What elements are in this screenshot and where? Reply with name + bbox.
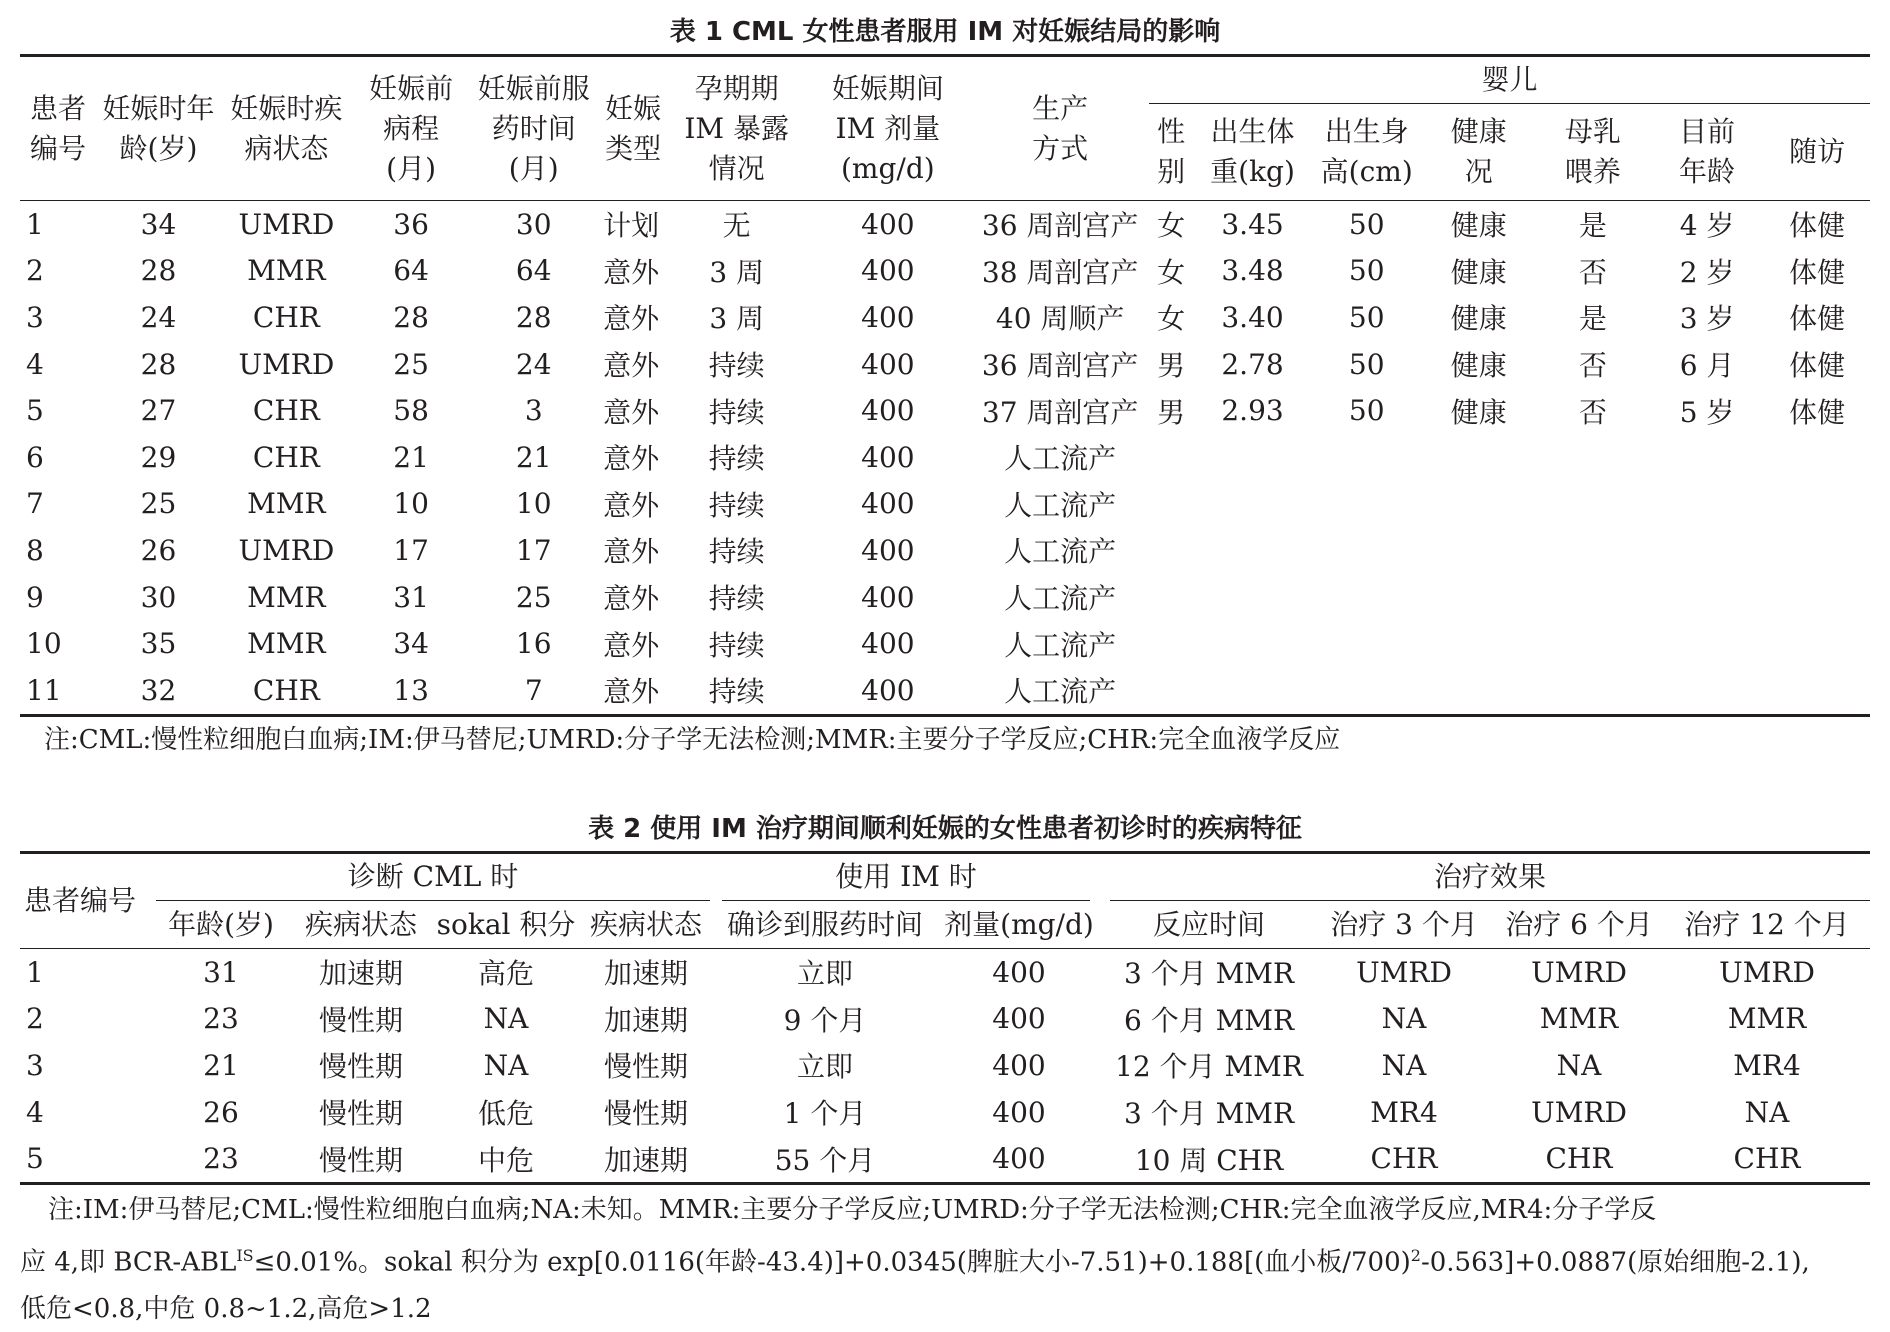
table-cell: 5 <box>26 394 44 428</box>
table-cell: MMR <box>1539 1002 1619 1036</box>
table-2-note-line-2: 应 4,即 BCR-$ABL^{IS}\le 0.01\%$。sokal 积分为 exp[0.0116(年龄-43.4)]+0.0345(脾脏大小-7.51)+0.188[(血小板/700)$^2$-0.563]+0.0887(原始细胞-2.1), <box>20 1245 1810 1278</box>
table-cell: CHR <box>1733 1142 1801 1176</box>
table-cell: 立即 <box>796 1050 853 1084</box>
t2-header-age: 年龄(岁) <box>168 907 274 941</box>
table-cell: MMR <box>247 487 326 521</box>
table-cell: 意外 <box>603 675 660 709</box>
table-row <box>20 574 1870 621</box>
table-cell: 26 <box>203 1095 239 1129</box>
header-exposure: 孕期期 IM 暴露情况 <box>669 56 804 201</box>
t2-header-dose: 剂量(mg/d) <box>944 907 1094 941</box>
table-cell: 人工流产 <box>1004 628 1117 662</box>
table-cell: 4 岁 <box>1679 209 1735 243</box>
table-cell: 400 <box>992 1002 1046 1036</box>
table-cell <box>1650 667 1764 715</box>
table-cell: 21 <box>393 440 429 474</box>
header-health: 健康况 <box>1450 115 1507 188</box>
table-cell: 男 <box>1157 395 1186 429</box>
table-cell <box>1650 574 1764 621</box>
table-cell: 27 <box>140 394 177 428</box>
table-row <box>20 620 1870 667</box>
table-cell: 2 岁 <box>1679 255 1735 289</box>
table-cell: 加速期 <box>603 957 688 991</box>
table-row <box>20 434 1870 481</box>
table-cell: 持续 <box>708 395 765 429</box>
table-cell: 体健 <box>1789 395 1846 429</box>
table-cell: 10 <box>515 487 552 521</box>
table-cell: 36 周剖宫产 <box>981 209 1139 243</box>
table-cell: UMRD <box>238 207 335 241</box>
table-cell: 人工流产 <box>1004 442 1117 476</box>
table-cell: 400 <box>992 1142 1046 1176</box>
t2-header-status-2: 疾病状态 <box>589 907 702 941</box>
table-cell: 持续 <box>708 349 765 383</box>
t2-header-time-to-drug: 确诊到服药时间 <box>726 907 923 941</box>
table-cell: 26 <box>140 533 177 567</box>
table-cell: 10 <box>26 627 62 661</box>
table-1-block <box>20 10 1870 762</box>
table-cell: 持续 <box>708 535 765 569</box>
table-cell: CHR <box>1545 1142 1613 1176</box>
table-cell: 1 <box>26 207 44 241</box>
table-cell: 否 <box>1578 255 1607 289</box>
table-cell <box>1149 574 1193 621</box>
table-cell: 30 <box>140 580 177 614</box>
header-delivery: 生产方式 <box>971 56 1149 201</box>
table-cell: 9 个月 <box>783 1003 867 1037</box>
table-cell: 12 个月 MMR <box>1115 1050 1303 1084</box>
table-cell: 女 <box>1157 255 1186 289</box>
table-cell <box>1312 527 1422 574</box>
table-cell: 慢性期 <box>318 1097 403 1131</box>
t2-header-effect: 治疗效果 <box>1104 853 1870 902</box>
table-2-note-line-3: 低危<0.8,中危 0.8~1.2,高危>1.2 <box>20 1293 432 1324</box>
t2-header-response-time: 反应时间 <box>1153 907 1266 941</box>
table-cell: 400 <box>861 347 915 381</box>
table-cell: 64 <box>515 254 552 288</box>
table-cell: 2.78 <box>1221 347 1284 381</box>
table-cell: 加速期 <box>318 957 403 991</box>
table-cell: 意外 <box>603 395 660 429</box>
table-cell: 28 <box>515 300 552 334</box>
table-cell: 3 个月 MMR <box>1123 1097 1295 1131</box>
table-cell <box>1193 574 1311 621</box>
table-cell: 21 <box>203 1048 239 1082</box>
t2-header-patient-id: 患者编号 <box>20 853 156 949</box>
table-cell <box>1764 667 1870 715</box>
header-breastfeed: 母乳喂养 <box>1564 115 1621 188</box>
table-cell: 31 <box>393 580 429 614</box>
table-row <box>20 1135 1870 1183</box>
table-cell: 50 <box>1348 394 1385 428</box>
table-cell: 3 周 <box>709 255 765 289</box>
table-cell: UMRD <box>1531 1095 1627 1129</box>
table-cell: 3.40 <box>1221 300 1284 334</box>
table-cell: 意外 <box>603 582 660 616</box>
table-cell: CHR <box>252 440 320 474</box>
table-cell: NA <box>483 1002 529 1036</box>
table-1 <box>20 54 1870 717</box>
header-height: 出生身高(cm) <box>1320 115 1413 188</box>
header-course: 妊娠前病程(月) <box>352 56 470 201</box>
table-cell: NA <box>1556 1048 1602 1082</box>
table-cell: 400 <box>861 627 915 661</box>
table-cell: 无 <box>722 209 751 243</box>
table-cell: MMR <box>247 627 326 661</box>
table-cell <box>1536 481 1650 528</box>
table-cell <box>1422 620 1536 667</box>
table-cell: 健康 <box>1450 255 1507 289</box>
table-cell: 400 <box>861 394 915 428</box>
table-cell: 慢性期 <box>318 1050 403 1084</box>
table-cell: 4 <box>26 347 44 381</box>
table-cell <box>1193 481 1311 528</box>
table-row <box>20 294 1870 341</box>
table-cell: CHR <box>252 300 320 334</box>
table-2-caption: 表 2 使用 IM 治疗期间顺利妊娠的女性患者初诊时的疾病特征 <box>588 814 1302 844</box>
table-cell: 计划 <box>603 209 660 243</box>
table-cell: 2 <box>26 254 44 288</box>
header-weight: 出生体重(kg) <box>1210 115 1295 188</box>
table-cell: 50 <box>1348 347 1385 381</box>
table-cell: MR4 <box>1733 1048 1801 1082</box>
t2-header-status: 疾病状态 <box>304 907 417 941</box>
table-cell <box>1422 434 1536 481</box>
table-cell: 10 周 CHR <box>1134 1143 1284 1177</box>
table-row <box>20 341 1870 388</box>
table-cell: 6 月 <box>1679 349 1735 383</box>
table-cell: 体健 <box>1789 255 1846 289</box>
table-cell: 慢性期 <box>318 1143 403 1177</box>
table-cell: 意外 <box>603 628 660 662</box>
header-drug-time: 妊娠前服药时间(月) <box>470 56 597 201</box>
table-cell: 400 <box>992 1048 1046 1082</box>
table-cell: 40 周顺产 <box>995 302 1125 336</box>
table-cell: 36 <box>393 207 429 241</box>
table-cell: 400 <box>861 207 915 241</box>
table-cell <box>1149 434 1193 481</box>
table-cell: CHR <box>1370 1142 1438 1176</box>
header-type: 妊娠类型 <box>597 56 669 201</box>
table-cell: 50 <box>1348 254 1385 288</box>
table-cell: 意外 <box>603 302 660 336</box>
table-cell <box>1422 527 1536 574</box>
table-cell: 人工流产 <box>1004 488 1117 522</box>
t2-header-12-months: 治疗 12 个月 <box>1684 907 1850 941</box>
table-row <box>20 667 1870 715</box>
table-cell: 24 <box>140 300 177 334</box>
table-cell <box>1149 667 1193 715</box>
table-cell: 10 <box>393 487 429 521</box>
header-followup: 随访 <box>1789 135 1846 168</box>
table-cell <box>1650 527 1764 574</box>
table-cell: 慢性期 <box>603 1050 688 1084</box>
t2-header-diagnosis: 诊断 CML 时 <box>156 853 716 902</box>
table-cell: 加速期 <box>603 1143 688 1177</box>
table-cell: 7 <box>524 673 543 707</box>
table-cell: 体健 <box>1789 302 1846 336</box>
table-cell: 中危 <box>477 1143 534 1177</box>
table-cell: 5 <box>26 1142 44 1176</box>
table-cell: 3 <box>524 394 543 428</box>
table-cell <box>1193 620 1311 667</box>
table-cell <box>1764 481 1870 528</box>
table-cell: 3 岁 <box>1679 302 1735 336</box>
table-cell: 持续 <box>708 628 765 662</box>
table-cell: 加速期 <box>603 1003 688 1037</box>
table-cell <box>1312 434 1422 481</box>
table-cell: 36 周剖宫产 <box>981 349 1139 383</box>
table-cell: 5 岁 <box>1679 395 1735 429</box>
table-cell: 25 <box>393 347 429 381</box>
table-cell: 34 <box>393 627 429 661</box>
table-cell: 400 <box>861 673 915 707</box>
table-cell: 38 周剖宫产 <box>981 255 1139 289</box>
table-cell: 23 <box>203 1142 239 1176</box>
header-patient-id: 患者编号 <box>20 56 96 201</box>
table-cell: 健康 <box>1450 209 1507 243</box>
table-cell: 意外 <box>603 535 660 569</box>
table-cell: 人工流产 <box>1004 535 1117 569</box>
table-cell <box>1193 527 1311 574</box>
table-cell: 是 <box>1578 302 1607 336</box>
table-cell: UMRD <box>238 347 335 381</box>
table-cell <box>1422 667 1536 715</box>
table-cell: 慢性期 <box>603 1097 688 1131</box>
table-cell: 28 <box>140 254 177 288</box>
table-cell: 否 <box>1578 349 1607 383</box>
table-cell: 28 <box>140 347 177 381</box>
table-cell: 8 <box>26 533 44 567</box>
table-cell: 慢性期 <box>318 1003 403 1037</box>
table-cell <box>1422 481 1536 528</box>
t2-header-6-months: 治疗 6 个月 <box>1505 907 1653 941</box>
table-cell: 3 <box>26 300 44 334</box>
t2-header-using-im: 使用 IM 时 <box>716 853 1104 902</box>
table-cell: NA <box>1381 1002 1427 1036</box>
table-cell <box>1650 481 1764 528</box>
table-cell <box>1536 667 1650 715</box>
table-cell <box>1650 620 1764 667</box>
table-cell <box>1149 527 1193 574</box>
table-cell <box>1764 434 1870 481</box>
table-cell: 3.45 <box>1221 207 1284 241</box>
table-cell: 体健 <box>1789 349 1846 383</box>
table-cell: 50 <box>1348 207 1385 241</box>
table-cell: 37 周剖宫产 <box>981 395 1139 429</box>
table-cell: 3 <box>26 1048 44 1082</box>
table-cell: 女 <box>1157 302 1186 336</box>
table-row <box>20 248 1870 295</box>
t2-header-3-months: 治疗 3 个月 <box>1330 907 1478 941</box>
table-cell: 16 <box>515 627 552 661</box>
table-cell: 23 <box>203 1002 239 1036</box>
header-sex: 性别 <box>1157 115 1186 188</box>
table-cell <box>1764 574 1870 621</box>
table-cell <box>1536 434 1650 481</box>
table-cell: 持续 <box>708 442 765 476</box>
table-1-caption: 表 1 CML 女性患者服用 IM 对妊娠结局的影响 <box>669 17 1221 47</box>
table-cell: 400 <box>992 1095 1046 1129</box>
table-cell <box>1149 620 1193 667</box>
table-cell: 意外 <box>603 488 660 522</box>
table-cell: 400 <box>861 580 915 614</box>
table-cell: 17 <box>393 533 429 567</box>
table-cell: 是 <box>1578 209 1607 243</box>
table-cell: 58 <box>393 394 429 428</box>
table-cell: 持续 <box>708 675 765 709</box>
table-cell: 21 <box>515 440 552 474</box>
table-row <box>20 1089 1870 1136</box>
table-cell: 1 个月 <box>783 1097 867 1131</box>
table-cell: 否 <box>1578 395 1607 429</box>
table-row <box>20 481 1870 528</box>
table-cell <box>1193 667 1311 715</box>
table-cell: 9 <box>26 580 44 614</box>
table-cell: 25 <box>515 580 552 614</box>
table-cell: UMRD <box>1719 955 1815 989</box>
table-cell <box>1149 481 1193 528</box>
table-2-note-line-1: 注:IM:伊马替尼;CML:慢性粒细胞白血病;NA:未知。MMR:主要分子学反应;UMRD:分子学无法检测;CHR:完全血液学反应,MR4:分子学反 <box>48 1194 1657 1225</box>
table-cell: 3 周 <box>709 302 765 336</box>
table-cell: NA <box>483 1048 529 1082</box>
table-cell: NA <box>1381 1048 1427 1082</box>
table-cell: 24 <box>515 347 552 381</box>
header-dose: 妊娠期间 IM 剂量(mg/d) <box>804 56 971 201</box>
table-cell: 29 <box>140 440 177 474</box>
table-row <box>20 527 1870 574</box>
table-cell: 3 个月 MMR <box>1123 957 1295 991</box>
table-cell: 17 <box>515 533 552 567</box>
table-cell: CHR <box>252 673 320 707</box>
table-2 <box>20 851 1870 1185</box>
table-cell: 立即 <box>796 957 853 991</box>
table-cell: UMRD <box>1356 955 1452 989</box>
table-cell <box>1764 620 1870 667</box>
table-cell: 男 <box>1157 349 1186 383</box>
table-cell: 64 <box>393 254 429 288</box>
header-infant: 婴儿 <box>1149 56 1870 104</box>
table-cell: 体健 <box>1789 209 1846 243</box>
table-row <box>20 387 1870 434</box>
table-cell: 健康 <box>1450 349 1507 383</box>
table-cell: 高危 <box>477 957 534 991</box>
table-cell: NA <box>1744 1095 1790 1129</box>
table-cell: 4 <box>26 1095 44 1129</box>
table-cell: MR4 <box>1370 1095 1438 1129</box>
table-cell: 50 <box>1348 300 1385 334</box>
table-cell: 11 <box>26 673 62 707</box>
table-cell: 34 <box>140 207 177 241</box>
table-cell: 6 个月 MMR <box>1123 1003 1295 1037</box>
table-cell: 人工流产 <box>1004 675 1117 709</box>
table-cell: 25 <box>140 487 177 521</box>
table-cell <box>1650 434 1764 481</box>
table-2-block <box>20 807 1870 1332</box>
table-cell: 意外 <box>603 442 660 476</box>
table-cell: 健康 <box>1450 395 1507 429</box>
table-cell: 400 <box>861 533 915 567</box>
table-cell <box>1536 527 1650 574</box>
table-cell: 女 <box>1157 209 1186 243</box>
table-cell: 健康 <box>1450 302 1507 336</box>
table-cell: 持续 <box>708 582 765 616</box>
table-cell <box>1764 527 1870 574</box>
table-2-note <box>20 1185 1870 1332</box>
table-cell: 2 <box>26 1002 44 1036</box>
table-cell: UMRD <box>238 533 335 567</box>
table-row <box>20 1042 1870 1089</box>
table-cell: 35 <box>140 627 177 661</box>
table-cell: 6 <box>26 440 44 474</box>
header-age: 妊娠时年龄(岁) <box>96 56 221 201</box>
header-current-age: 目前年龄 <box>1679 115 1736 188</box>
header-status: 妊娠时疾病状态 <box>221 56 352 201</box>
table-cell <box>1536 620 1650 667</box>
table-cell <box>1536 574 1650 621</box>
table-cell: MMR <box>1727 1002 1807 1036</box>
table-1-note: 注:CML:慢性粒细胞白血病;IM:伊马替尼;UMRD:分子学无法检测;MMR:主要分子学反应;CHR:完全血液学反应 <box>44 724 1341 755</box>
table-cell: 意外 <box>603 349 660 383</box>
table-row <box>20 201 1870 248</box>
table-cell: CHR <box>252 394 320 428</box>
table-cell: 32 <box>140 673 177 707</box>
table-cell: 7 <box>26 487 44 521</box>
table-cell <box>1312 481 1422 528</box>
table-cell <box>1422 574 1536 621</box>
table-cell: 400 <box>861 440 915 474</box>
t2-header-sokal: sokal 积分 <box>436 907 576 941</box>
table-cell: 31 <box>203 955 239 989</box>
table-cell <box>1312 574 1422 621</box>
table-cell: MMR <box>247 580 326 614</box>
table-cell: 400 <box>861 300 915 334</box>
table-cell: 400 <box>861 487 915 521</box>
table-cell: 30 <box>515 207 552 241</box>
table-cell <box>1193 434 1311 481</box>
table-cell: 13 <box>393 673 429 707</box>
table-cell: UMRD <box>1531 955 1627 989</box>
table-cell: 人工流产 <box>1004 582 1117 616</box>
table-cell: 400 <box>861 254 915 288</box>
table-row <box>20 949 1870 996</box>
table-cell: 1 <box>26 955 44 989</box>
table-cell: 低危 <box>477 1097 534 1131</box>
table-cell: 400 <box>992 955 1046 989</box>
table-cell <box>1312 620 1422 667</box>
table-cell: 28 <box>393 300 429 334</box>
table-cell: 2.93 <box>1221 394 1284 428</box>
table-cell: 3.48 <box>1221 254 1284 288</box>
table-cell <box>1312 667 1422 715</box>
table-cell: 意外 <box>603 255 660 289</box>
table-cell: MMR <box>247 254 326 288</box>
table-cell: 55 个月 <box>774 1143 876 1177</box>
table-cell: 持续 <box>708 488 765 522</box>
table-row <box>20 996 1870 1043</box>
